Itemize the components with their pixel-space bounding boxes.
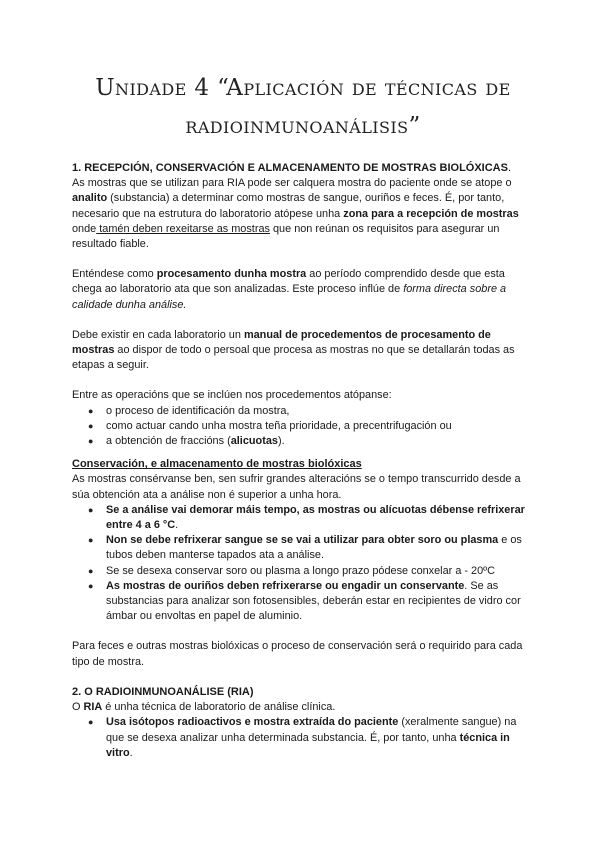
section-1-heading: 1. RECEPCIÓN, CONSERVACIÓN E ALMACENAMENTO DE MOSTRAS BIOLÓXICAS.: [72, 162, 511, 174]
section-3-heading: 2. O RADIOINMUNOANÁLISE (RIA): [72, 685, 254, 698]
list-item: ● Non se debe refrixerar sangue se se vai a utilizar para obter soro ou plasma e os tubos deben manterse tapados ata a análise.: [106, 533, 534, 563]
document-body: [72, 161, 534, 761]
section-1-paragraph-4: Entre as operacións que se inclúen nos procedementos atópanse:: [72, 389, 392, 402]
list-item: ● Se se desexa conservar soro ou plasma a longo prazo pódese conxelar a - 20ºC: [106, 564, 534, 579]
section-2-heading: Conservación, e almacenamento de mostras biolóxicas: [72, 458, 362, 471]
operations-list: [72, 404, 534, 450]
document-title-line-2: radioinmunoanálisis”: [185, 113, 421, 139]
section-2-paragraph-2: Para feces e outras mostras biolóxicas o proceso de conservación será o requirido para cada tipo de mostra.: [72, 640, 523, 668]
section-2-paragraph-1: As mostras consérvanse ben, sen sufrir grandes alteracións se o tempo transcurrido desde a súa obtención ata a análise non é superior a unha hora.: [72, 473, 521, 501]
list-item: ● a obtención de fraccións (alicuotas).: [106, 434, 534, 449]
document-title-line-1: Unidade 4 “Aplicación de técnicas de: [95, 75, 511, 101]
section-3-paragraph-1: O RIA é unha técnica de laboratorio de análise clínica.: [72, 701, 336, 714]
list-item: ● As mostras de ouriños deben refrixerarse ou engadir un conservante. Se as substancias para analizar son fotosensibles, deberán estar en recipientes de vidro cor ámbar ou envoltas en papel de aluminio.: [106, 579, 534, 625]
list-item: ● Se a análise vai demorar máis tempo, as mostras ou alícuotas débense refrixerar entre 4 a 6 °C.: [106, 503, 534, 533]
list-item: ● como actuar cando unha mostra teña prioridade, a precentrifugación ou: [106, 419, 534, 434]
section-1-paragraph-2: Enténdese como procesamento dunha mostra ao período comprendido desde que esta chega ao laboratorio ata que son analizadas. Este proceso inflúe de forma directa sobre a calidade dunha análise.: [72, 268, 507, 311]
conservation-list: [72, 503, 534, 625]
list-item: ● o proceso de identificación da mostra,: [106, 404, 534, 419]
section-1-paragraph-1: As mostras que se utilizan para RIA pode ser calquera mostra do paciente onde se atope o analito (substancia) a determinar como mostras de sangue, ouriños e feces. É, por tanto, necesario que na estrutura do laboratorio atópese unha zona para a recepción de mostras onde tamén deben rexeitarse as mostras que non reúnan os requisitos para asegurar un resultado fiable.: [72, 177, 519, 251]
list-item: ● Usa isótopos radioactivos e mostra extraída do paciente (xeralmente sangue) na que se desexa analizar unha determinada substancia. É, por tanto, unha técnica in vitro.: [106, 715, 534, 761]
section-1-paragraph-3: Debe existir en cada laboratorio un manual de procedementos de procesamento de mostras ao dispor de todo o persoal que procesa as mostras no que se detallarán todas as etapas a seguir.: [72, 328, 515, 372]
ria-list: [72, 715, 534, 761]
